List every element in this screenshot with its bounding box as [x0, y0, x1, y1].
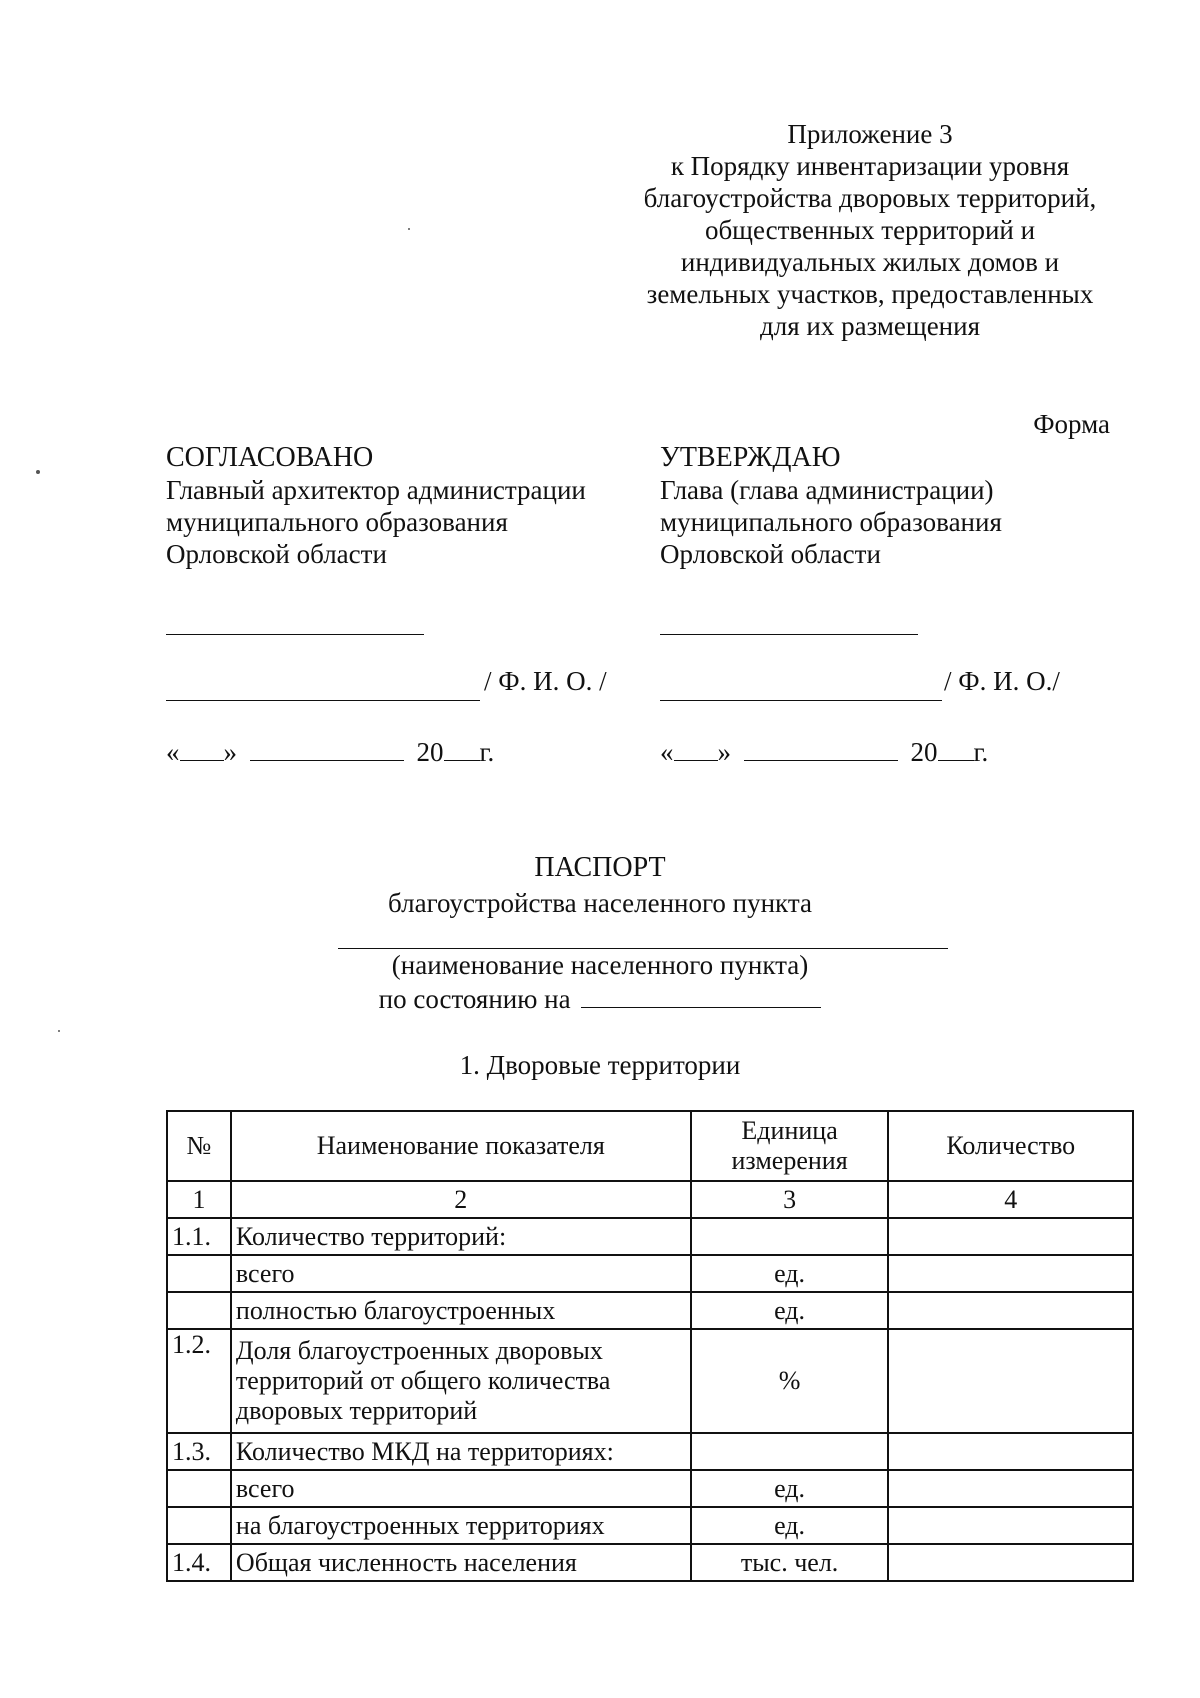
- row-number: 1.2.: [167, 1329, 231, 1433]
- table-row: [167, 1507, 1133, 1544]
- appendix-line: к Порядку инвентаризации уровня: [670, 151, 1070, 181]
- agreed-block: [166, 442, 586, 570]
- section-title: 1. Дворовые территории: [459, 1050, 741, 1080]
- year-blank[interactable]: [444, 736, 480, 761]
- approve-date: [660, 736, 988, 768]
- header-indicator: Наименование показателя: [231, 1111, 691, 1181]
- row-unit: ед.: [691, 1507, 889, 1544]
- header-quantity: Количество: [888, 1111, 1133, 1181]
- row-indicator: Количество МКД на территориях:: [231, 1433, 691, 1470]
- row-indicator: всего: [231, 1255, 691, 1292]
- row-quantity[interactable]: [888, 1329, 1133, 1433]
- table-row: [167, 1433, 1133, 1470]
- quote-open: «: [166, 737, 180, 767]
- approve-block: [660, 442, 1002, 570]
- row-quantity[interactable]: [888, 1470, 1133, 1507]
- passport-title: ПАСПОРТ: [534, 852, 666, 883]
- courtyard-table: [166, 1110, 1134, 1582]
- approve-line: Глава (глава администрации): [660, 475, 994, 505]
- approve-line: муниципального образования: [660, 507, 1002, 537]
- numbering-cell: 1: [167, 1181, 231, 1218]
- header-unit: Единица измерения: [691, 1111, 889, 1181]
- row-quantity[interactable]: [888, 1544, 1133, 1581]
- agreed-date: [166, 736, 494, 768]
- appendix-line: Приложение 3: [787, 119, 953, 149]
- agreed-fio-label: / Ф. И. О. /: [484, 666, 607, 696]
- approve-signature-line[interactable]: [660, 634, 918, 635]
- table-header-row: [167, 1111, 1133, 1181]
- agreed-heading: СОГЛАСОВАНО: [166, 442, 374, 473]
- table-row: [167, 1218, 1133, 1255]
- year-suffix: г.: [479, 737, 495, 767]
- numbering-row: [167, 1181, 1133, 1218]
- approve-fio-line[interactable]: [660, 700, 942, 701]
- header-number: №: [167, 1111, 231, 1181]
- row-quantity[interactable]: [888, 1255, 1133, 1292]
- row-unit: тыс. чел.: [691, 1544, 889, 1581]
- quote-open: «: [660, 737, 674, 767]
- month-blank[interactable]: [250, 736, 404, 761]
- numbering-cell: 4: [888, 1181, 1133, 1218]
- settlement-name-line[interactable]: [338, 948, 948, 949]
- year-prefix: 20: [910, 737, 938, 767]
- row-indicator: Общая численность населения: [231, 1544, 691, 1581]
- year-blank[interactable]: [938, 736, 974, 761]
- year-prefix: 20: [416, 737, 444, 767]
- row-number: 1.4.: [167, 1544, 231, 1581]
- month-blank[interactable]: [744, 736, 898, 761]
- row-quantity[interactable]: [888, 1218, 1133, 1255]
- agreed-fio-line[interactable]: [166, 700, 480, 701]
- scan-speck: [58, 1030, 60, 1032]
- row-number: 1.1.: [167, 1218, 231, 1255]
- row-indicator: всего: [231, 1470, 691, 1507]
- row-number: [167, 1292, 231, 1329]
- approve-line: Орловской области: [660, 539, 881, 569]
- table-row: [167, 1470, 1133, 1507]
- row-indicator: Доля благоустроенных дворовых территорий от общего количества дворовых территорий: [231, 1329, 691, 1433]
- appendix-line: благоустройства дворовых территорий,: [643, 183, 1097, 213]
- agreed-line: муниципального образования: [166, 507, 508, 537]
- row-unit: [691, 1218, 889, 1255]
- row-number: [167, 1255, 231, 1292]
- appendix-line: общественных территорий и: [704, 215, 1036, 245]
- settlement-name-hint: (наименование населенного пункта): [391, 950, 809, 980]
- row-unit: [691, 1433, 889, 1470]
- numbering-cell: 3: [691, 1181, 889, 1218]
- form-label: Форма: [1033, 409, 1110, 439]
- table-row: [167, 1544, 1133, 1581]
- passport-subtitle: благоустройства населенного пункта: [388, 888, 812, 918]
- row-indicator: полностью благоустроенных: [231, 1292, 691, 1329]
- row-quantity[interactable]: [888, 1292, 1133, 1329]
- approve-fio-label: / Ф. И. О./: [944, 666, 1060, 696]
- as-of-label: по состоянию на: [378, 984, 571, 1014]
- day-blank[interactable]: [180, 736, 224, 761]
- row-number: 1.3.: [167, 1433, 231, 1470]
- agreed-line: Орловской области: [166, 539, 387, 569]
- row-quantity[interactable]: [888, 1433, 1133, 1470]
- row-number: [167, 1507, 231, 1544]
- agreed-line: Главный архитектор администрации: [166, 475, 586, 505]
- row-unit: ед.: [691, 1292, 889, 1329]
- agreed-signature-line[interactable]: [166, 634, 424, 635]
- row-number: [167, 1470, 231, 1507]
- appendix-line: земельных участков, предоставленных: [646, 279, 1094, 309]
- row-indicator: на благоустроенных территориях: [231, 1507, 691, 1544]
- year-suffix: г.: [973, 737, 989, 767]
- row-indicator: Количество территорий:: [231, 1218, 691, 1255]
- appendix-header: [600, 118, 1140, 342]
- row-unit: ед.: [691, 1470, 889, 1507]
- row-unit: ед.: [691, 1255, 889, 1292]
- day-blank[interactable]: [674, 736, 718, 761]
- quote-close: »: [223, 737, 237, 767]
- appendix-line: для их размещения: [759, 311, 980, 341]
- quote-close: »: [717, 737, 731, 767]
- as-of-row: [0, 983, 1200, 1015]
- scan-speck: [408, 228, 410, 230]
- appendix-line: индивидуальных жилых домов и: [680, 247, 1060, 277]
- numbering-cell: 2: [231, 1181, 691, 1218]
- scan-speck: [36, 470, 40, 474]
- row-quantity[interactable]: [888, 1507, 1133, 1544]
- table-row: [167, 1329, 1133, 1433]
- table-row: [167, 1292, 1133, 1329]
- approve-heading: УТВЕРЖДАЮ: [660, 442, 841, 473]
- as-of-date-blank[interactable]: [581, 983, 821, 1008]
- row-unit: %: [691, 1329, 889, 1433]
- table-row: [167, 1255, 1133, 1292]
